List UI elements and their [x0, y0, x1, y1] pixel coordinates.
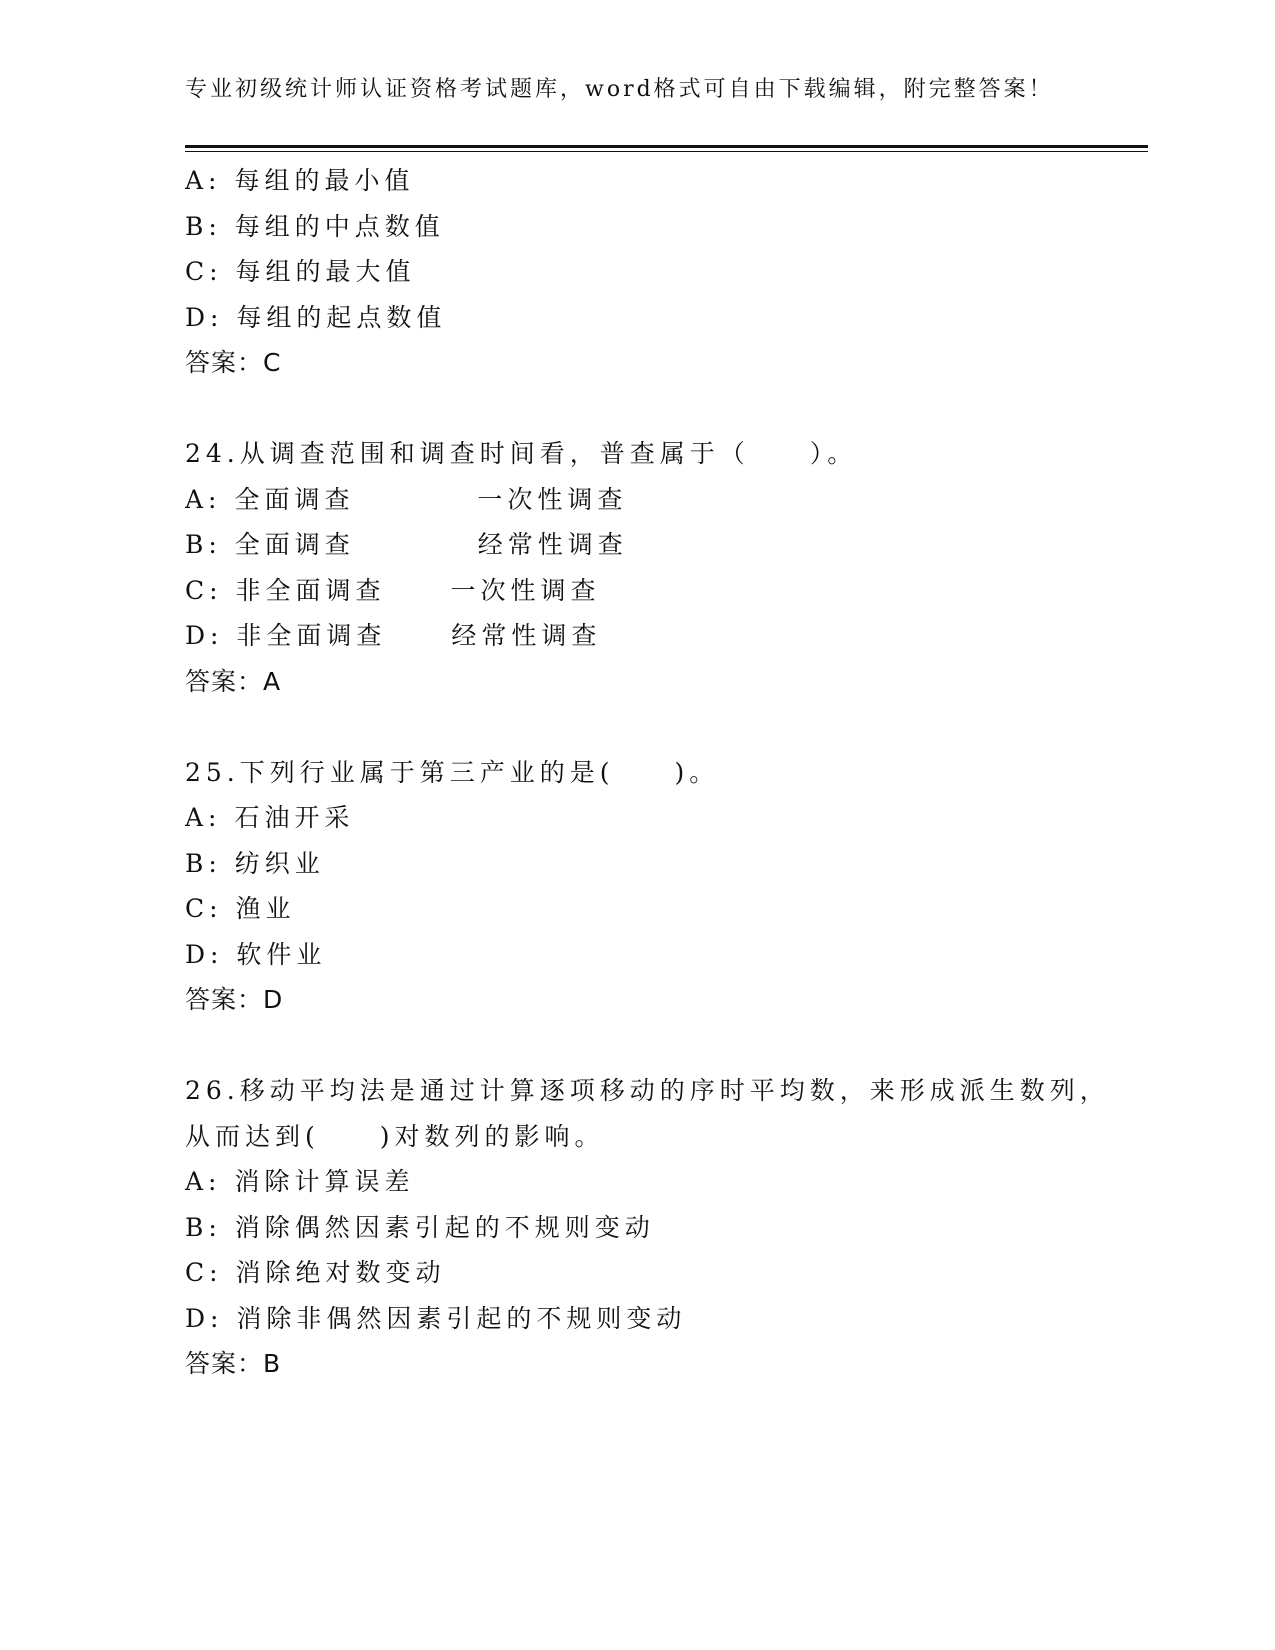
q24-option-d [185, 613, 1145, 659]
option-text: 非全面调查 [236, 621, 387, 650]
option-text: 全面调查 [234, 484, 355, 514]
option-text: 渔业 [235, 894, 296, 923]
q23-option-a [185, 158, 1145, 204]
q24-option-c [185, 568, 1145, 614]
option-text: 消除计算误差 [234, 1167, 415, 1196]
q23-option-c [185, 249, 1145, 295]
question-content [185, 158, 1145, 1387]
q26-option-c [185, 1250, 1145, 1296]
q26-option-a [185, 1159, 1145, 1205]
option-text: 软件业 [236, 939, 327, 969]
option-letter: B: [185, 211, 222, 241]
option-text: 非全面调查 [235, 575, 386, 605]
q26-answer: 答案：B [185, 1349, 282, 1378]
q26-stem-line1: 26.移动平均法是通过计算逐项移动的序时平均数，来形成派生数列， [185, 1076, 1110, 1105]
option-text: 每组的起点数值 [236, 302, 447, 332]
q25-answer: 答案：D [185, 985, 284, 1014]
q25-option-a [185, 795, 1145, 841]
header-rule-thin [185, 151, 1148, 152]
q24-option-a [185, 477, 1145, 523]
option-letter: C: [185, 575, 223, 605]
spacer [185, 704, 1145, 750]
option-text: 纺织业 [234, 848, 325, 878]
q24-answer: 答案：A [185, 666, 282, 696]
spacer [185, 386, 1145, 432]
spacer [185, 1023, 1145, 1069]
option-text: 每组的最大值 [235, 257, 416, 286]
q23-option-d [185, 295, 1145, 341]
option-letter: C: [185, 1258, 223, 1287]
q24-stem: 24.从调查范围和调查时间看，普查属于（ ）。 [185, 439, 858, 468]
q25-stem: 25.下列行业属于第三产业的是( )。 [185, 757, 720, 787]
option-letter: A: [185, 166, 222, 195]
option-text: 消除绝对数变动 [235, 1258, 446, 1287]
q25-option-d [185, 932, 1145, 978]
option-letter: B: [185, 1212, 222, 1242]
q24-option-b [185, 522, 1145, 568]
option-text: 石油开采 [234, 803, 355, 832]
q26-option-b [185, 1205, 1145, 1251]
q26-option-d [185, 1296, 1145, 1342]
option-letter: A: [185, 1167, 222, 1196]
q25-option-c [185, 886, 1145, 932]
option-letter: D: [185, 1303, 224, 1333]
option-text: 消除偶然因素引起的不规则变动 [234, 1212, 655, 1242]
option-extra: 经常性调查 [477, 530, 628, 559]
option-letter: D: [185, 621, 224, 650]
q23-option-b [185, 204, 1145, 250]
option-text: 全面调查 [234, 530, 355, 559]
option-letter: A: [185, 803, 222, 832]
option-text: 每组的中点数值 [234, 211, 445, 241]
option-letter: D: [185, 939, 224, 969]
option-letter: C: [185, 894, 223, 923]
option-letter: B: [185, 530, 222, 559]
option-letter: D: [185, 302, 224, 332]
option-text: 消除非偶然因素引起的不规则变动 [236, 1303, 687, 1333]
header-rule-thick [185, 145, 1148, 148]
option-extra: 经常性调查 [451, 621, 602, 650]
q25-option-b [185, 841, 1145, 887]
option-letter: C: [185, 257, 223, 286]
option-text: 每组的最小值 [234, 166, 415, 195]
page-header: 专业初级统计师认证资格考试题库，word格式可自由下载编辑，附完整答案！ [185, 77, 1054, 102]
q23-answer: 答案：C [185, 348, 282, 377]
option-extra: 一次性调查 [450, 575, 601, 605]
q26-stem-line2: 从而达到( )对数列的影响。 [185, 1121, 605, 1151]
option-letter: B: [185, 848, 222, 878]
option-letter: A: [185, 484, 222, 514]
option-extra: 一次性调查 [477, 484, 628, 514]
